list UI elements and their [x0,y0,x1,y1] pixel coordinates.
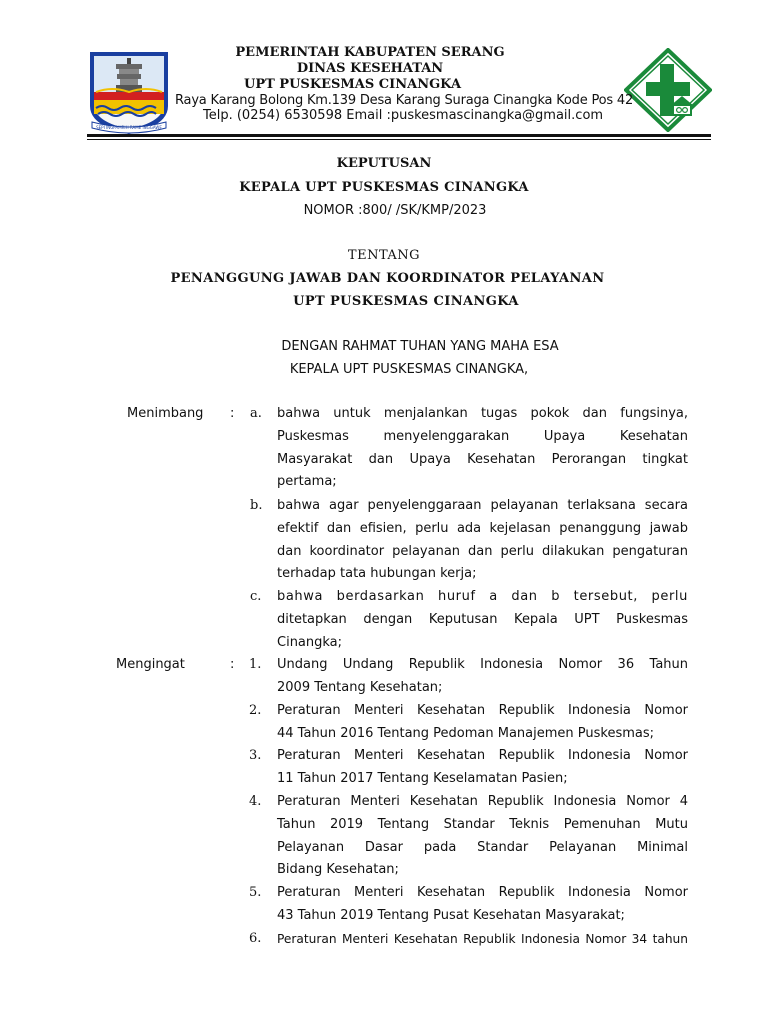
text-line: 11 Tahun 2017 Tentang Keselamatan Pasien; [277,770,568,786]
menimbang-marker-c: c. [250,589,262,604]
mengingat-marker-6: 6. [249,931,262,946]
text-line: dan koordinator pelayanan dan perlu dilakukan pengaturan [277,543,688,559]
text-line: bahwa agar penyelenggaraan pelayanan terlaksana secara [277,498,688,513]
text-line: Masyarakat dan Upaya Kesehatan Perorangan tingkat [277,451,688,467]
mengingat-marker-3: 3. [249,748,262,763]
text-line: bahwa untuk menjalankan tugas pokok dan fungsinya, [277,406,688,421]
title-tentang: TENTANG [347,248,421,263]
header-contact: Telp. (0254) 6530598 Email :puskesmascinangka@gmail.com [203,108,604,123]
header-address: Raya Karang Bolong Km.139 Desa Karang Suraga Cinangka Kode Pos 42 [175,93,634,108]
mengingat-marker-2: 2. [249,703,262,718]
title-rahmat: DENGAN RAHMAT TUHAN YANG MAHA ESA [281,339,559,354]
kabupaten-serang-logo [86,48,172,138]
mengingat-label: Mengingat [116,657,185,672]
mengingat-marker-1: 1. [249,657,262,672]
text-line: pertama; [277,474,337,490]
text-line: Peraturan Menteri Kesehatan Republik Indonesia Nomor [277,748,688,763]
menimbang-item-b [277,495,688,586]
text-line: 43 Tahun 2019 Tentang Pusat Kesehatan Masyarakat; [277,907,625,923]
text-line: Peraturan Menteri Kesehatan Republik Indonesia Nomor 4 [277,794,688,809]
text-line: Undang Undang Republik Indonesia Nomor 36 Tahun [277,657,688,672]
mengingat-marker-5: 5. [249,885,262,900]
text-line: Cinangka; [277,634,343,650]
text-line: Peraturan Menteri Kesehatan Republik Indonesia Nomor [277,885,688,900]
header-unit: UPT PUSKESMAS CINANGKA [244,77,462,92]
title-kepala: KEPALA UPT PUSKESMAS CINANGKA [239,180,529,195]
header-government: PEMERINTAH KABUPATEN SERANG [235,45,505,60]
title-subject-1: PENANGGUNG JAWAB DAN KOORDINATOR PELAYANAN [170,271,605,286]
text-line: efektif dan efisien, perlu ada kejelasan penanggung jawab [277,520,688,536]
title-nomor: NOMOR :800/ /SK/KMP/2023 [303,203,487,218]
mengingat-item-1 [277,654,688,700]
text-line: Tahun 2019 Tentang Standar Teknis Pemenuhan Mutu [277,816,688,832]
mengingat-item-2 [277,700,688,746]
mengingat-item-6 [277,928,688,951]
title-subject-2: UPT PUSKESMAS CINANGKA [293,294,519,309]
mengingat-marker-4: 4. [249,794,262,809]
menimbang-marker-b: b. [250,498,263,513]
title-kepala-2: KEPALA UPT PUSKESMAS CINANGKA, [289,362,529,377]
menimbang-colon: : [230,406,235,421]
letterhead-rule-thin [87,139,711,140]
menimbang-marker-a: a. [250,406,262,421]
menimbang-label: Menimbang [127,406,204,421]
text-line: 2009 Tentang Kesehatan; [277,679,443,695]
text-line: ditetapkan dengan Keputusan Kepala UPT Puskesmas [277,611,688,627]
menimbang-item-c [277,586,688,654]
mengingat-colon: : [230,657,235,672]
mengingat-item-3 [277,745,688,791]
text-line: terhadap tata hubungan kerja; [277,566,477,582]
text-line: Puskesmas menyelenggarakan Upaya Kesehatan [277,428,688,444]
letterhead-rule-thick [87,134,711,137]
text-line: Pelayanan Dasar pada Standar Pelayanan Minimal [277,839,688,855]
header-department: DINAS KESEHATAN [296,61,444,76]
title-keputusan: KEPUTUSAN [336,156,432,171]
logo-motto: SEPI INGPAMRIH RAME INGGAWE [96,125,162,130]
mengingat-item-4 [277,791,688,882]
menimbang-item-a [277,403,688,494]
text-line: 44 Tahun 2016 Tentang Pedoman Manajemen Puskesmas; [277,725,655,741]
text-line: bahwa berdasarkan huruf a dan b tersebut, perlu [277,589,688,604]
text-line: Peraturan Menteri Kesehatan Republik Indonesia Nomor [277,703,688,718]
puskesmas-logo [624,48,712,132]
mengingat-item-5 [277,882,688,928]
text-line: Bidang Kesehatan; [277,862,399,878]
text-line: Peraturan Menteri Kesehatan Republik Indonesia Nomor 34 tahun [277,932,688,946]
